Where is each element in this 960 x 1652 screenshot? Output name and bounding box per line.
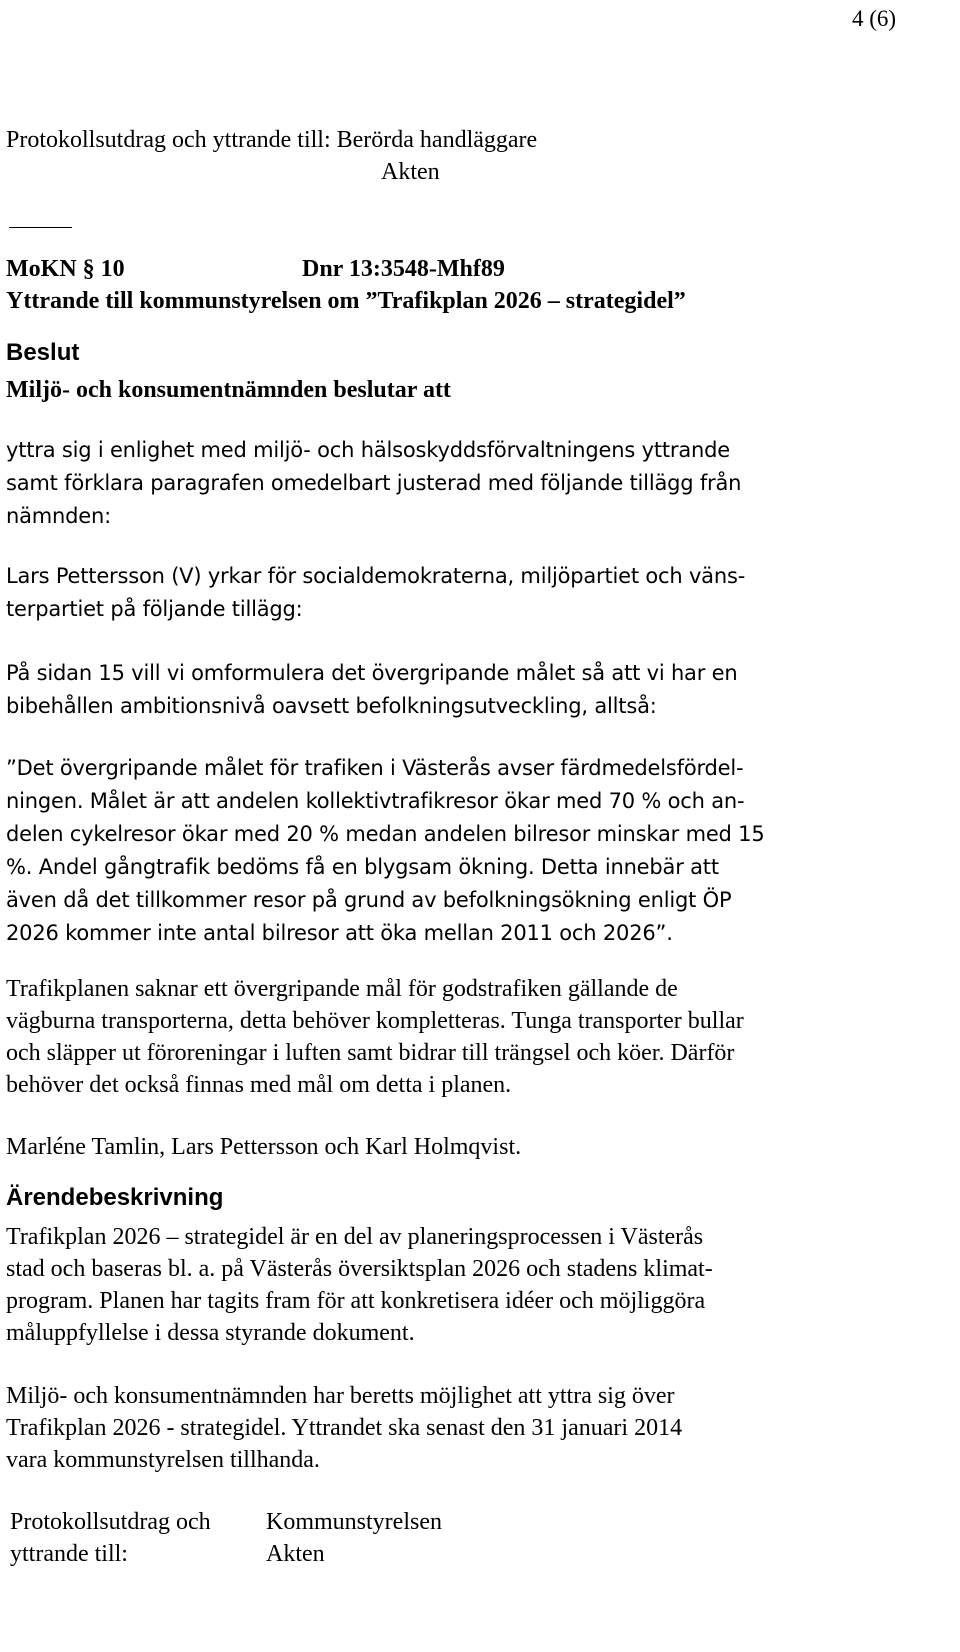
paragraph-number: MoKN § 10 — [6, 256, 125, 282]
distribution-recipient: Akten — [381, 159, 440, 185]
distribution-recipient: Kommunstyrelsen — [266, 1509, 442, 1535]
consultation-paragraph: Miljö- och konsumentnämnden har beretts möjlighet att yttra sig över Trafikplan 2026 - strategidel. Yttrandet ska senast den 31 januari 2014 vara kommunstyrelsen tillhanda. — [6, 1383, 683, 1473]
section-heading-beslut: Beslut — [6, 339, 80, 366]
page-number: 4 (6) — [852, 6, 897, 31]
separator-rule — [9, 227, 72, 228]
item-title: Yttrande till kommunstyrelsen om ”Trafikplan 2026 – strategidel” — [6, 288, 686, 314]
freight-paragraph: Trafikplanen saknar ett övergripande mål för godstrafiken gällande de vägburna transporterna, detta behöver kompletteras. Tunga transporter bullar och släpper ut föroreningar i luften samt bidrar till trängsel och köer. Därför behöver det också finnas med mål om detta i planen. — [6, 976, 744, 1098]
distribution-label: yttrande till: — [10, 1541, 128, 1567]
motion-paragraph: Lars Pettersson (V) yrkar för socialdemokraterna, miljöpartiet och väns- terpartiet på följande tillägg: — [6, 564, 746, 621]
section-heading-arendebeskrivning: Ärendebeskrivning — [6, 1184, 224, 1211]
signers: Marléne Tamlin, Lars Pettersson och Karl Holmqvist. — [6, 1134, 522, 1160]
quoted-goal: ”Det övergripande målet för trafiken i Västerås avser färdmedelsfördel- ningen. Målet är att andelen kollektivtrafikresor ökar med 70 % och an- delen cykelresor ökar med 20 % medan andelen bilresor minskar med 15 %. Andel gångtrafik bedöms få en blygsam ökning. Detta innebär att även då det tillkommer resor på grund av befolkningsökning enligt ÖP 2026 kommer inte antal bilresor att öka mellan 2011 och 2026”. — [6, 756, 765, 945]
distribution-label: Protokollsutdrag och — [10, 1509, 211, 1535]
diary-number: Dnr 13:3548-Mhf89 — [302, 256, 505, 282]
distribution-line: Protokollsutdrag och yttrande till: Berörda handläggare — [6, 127, 538, 153]
distribution-recipient: Akten — [266, 1541, 325, 1567]
case-description-paragraph: Trafikplan 2026 – strategidel är en del av planeringsprocessen i Västerås stad och baseras bl. a. på Västerås översiktsplan 2026 och stadens klimat- program. Planen har tagits fram för att konkretisera idéer och möjliggöra måluppfyllelse i dessa styrande dokument. — [6, 1224, 713, 1346]
amendment-paragraph: På sidan 15 vill vi omformulera det övergripande målet så att vi har en bibehållen ambitionsnivå oavsett befolkningsutveckling, alltså: — [6, 661, 738, 718]
decision-paragraph: yttra sig i enlighet med miljö- och hälsoskyddsförvaltningens yttrande samt förklara paragrafen omedelbart justerad med följande tillägg från nämnden: — [6, 438, 742, 528]
decision-intro: Miljö- och konsumentnämnden beslutar att — [6, 377, 451, 403]
